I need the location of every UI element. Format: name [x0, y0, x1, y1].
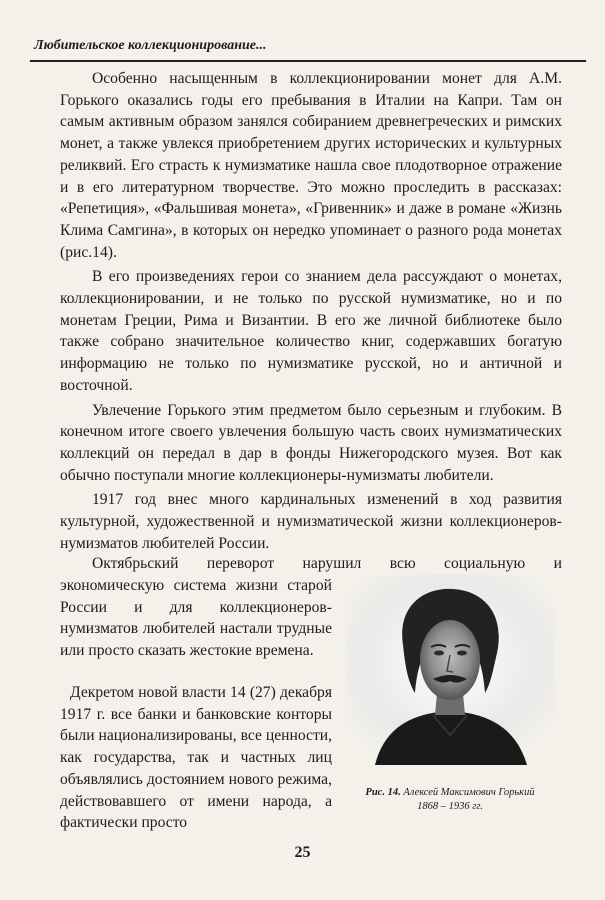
- header-rule: [30, 60, 586, 62]
- caption-line: [345, 786, 555, 800]
- paragraph-line: Октябрьский переворот нарушил всю социальную и: [92, 555, 562, 572]
- caption-years: 1868 – 1936 гг.: [417, 801, 483, 812]
- paragraph-5-rest: [60, 575, 332, 662]
- paragraph-6: [60, 682, 332, 834]
- paragraph: Увлечение Горького этим предметом было серьезным и глубоким. В конечном итоге своего увлечения большую часть своих нумизматических коллекций он передал в дар в фонды Нижегородского музея. Вот как обычно поступали многие коллекционеры-нумизматы любители.: [60, 401, 562, 484]
- caption-label: Рис. 14.: [365, 787, 401, 798]
- page-number: 25: [294, 844, 311, 861]
- paragraph: экономическую система жизни старой России и для коллекционеров-нумизматов любителей настали трудные или просто сказать жестокие времена.: [60, 577, 332, 660]
- paragraph: Декретом новой власти 14 (27) декабря 1917 г. все банки и банковские конторы были национализированы, все ценности, как государства, так и частных лиц объявлялись достоянием нового режима, действовавшего от имени народа, а фактически просто: [60, 684, 332, 832]
- paragraph: Особенно насыщенным в коллекционировании монет для А.М. Горького оказались годы его пребывания в Италии на Капри. Там он самым активным образом занялся собиранием древнегреческих и римских монет, а также увлекся приобретением других исторических и культурных реликвий. Его страсть к нумизматике нашла свое плодотворное отражение и в его литературном творчестве. Это можно проследить в рассказах: «Репетиция», «Фальшивая монета», «Гривенник» и даже в романе «Жизнь Клима Самгина», в которых он нередко упоминает о разного рода монетах (рис.14).: [60, 70, 562, 261]
- portrait-photo: [345, 575, 555, 765]
- paragraph-5-first-line: [60, 553, 562, 575]
- paragraph: В его произведениях герои со знанием дела рассуждают о монетах, коллекционировании, и не только по русской нумизматике, но и по монетам Греции, Рима и Византии. В его же личной библиотеке было также собрано значительное количество книг, содержавших богатую информацию не только по нумизматике русской, но и античной и восточной.: [60, 268, 562, 394]
- caption-name: Алексей Максимович Горький: [403, 787, 535, 798]
- figure-caption: [345, 786, 555, 814]
- main-text: [60, 68, 562, 557]
- paragraph: 1917 год внес много кардинальных изменений в ход развития культурной, художественной и нумизматической жизни коллекционеров-нумизматов любителей России.: [60, 491, 562, 552]
- running-header: Любительское коллекционирование...: [34, 38, 267, 53]
